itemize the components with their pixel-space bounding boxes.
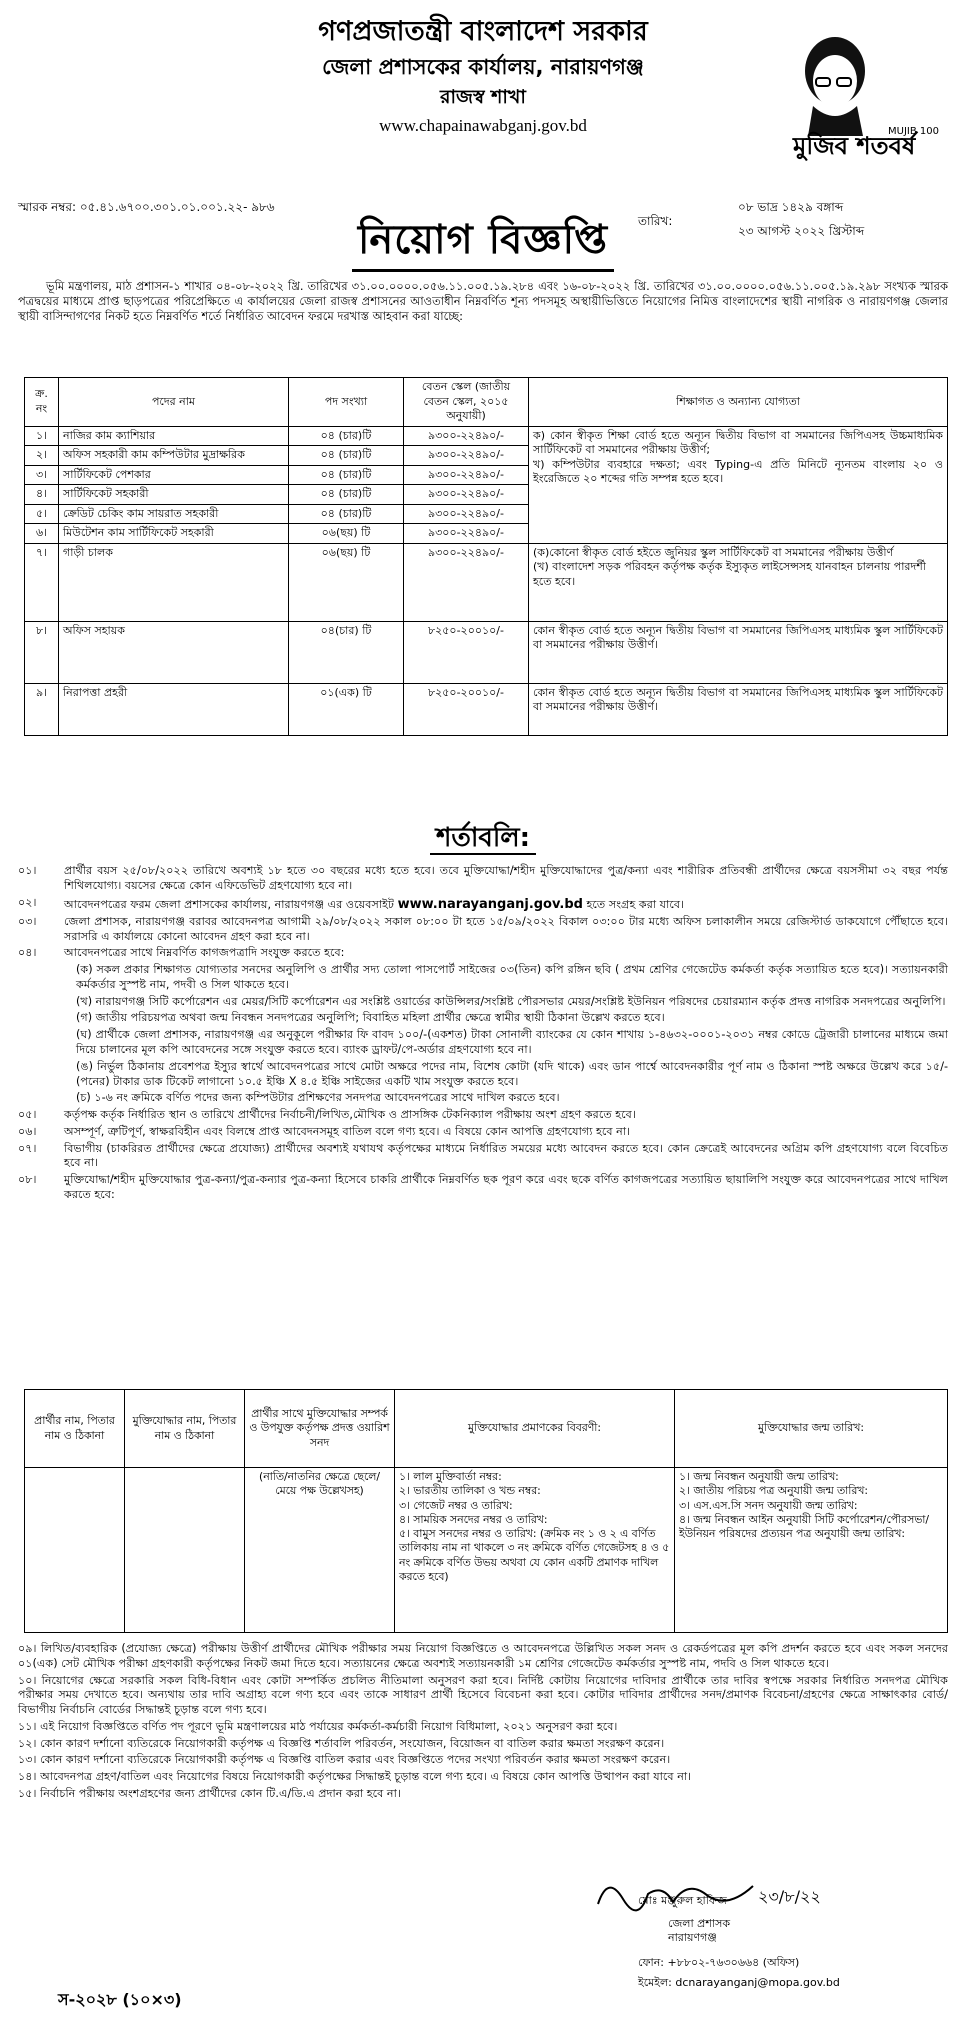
table-row: ৯। নিরাপত্তা প্রহরী ০১(এক) টি ৮২৫০-২০০১০/- কোন স্বীকৃত বোর্ড হতে অন্যূন দ্বিতীয় বিভাগ বা সমমানের জিপিএসহ মাধ্যমিক স্কুল সার্টিফিকেট বা সমমানের পরীক্ষায় উত্তীর্ণ। <box>25 683 948 735</box>
table-row: ৬। মিউটেশন কাম সার্টিফিকেট সহকারী ০৬(ছয়) টি ৯৩০০-২২৪৯০/- <box>25 524 948 544</box>
signatory-designation: জেলা প্রশাসক <box>668 1916 731 1930</box>
condition-item: ০৪। আবেদনপত্রের সাথে নিম্নবর্ণিত কাগজপত্রাদি সংযুক্ত করতে হবে: <box>18 946 345 960</box>
svg-text:MUJIB 100: MUJIB 100 <box>888 126 939 137</box>
table-row: ১। নাজির কাম ক্যাশিয়ার ০৪ (চার)টি ৯৩০০-২২৪৯০/- ক) কোন স্বীকৃত শিক্ষা বোর্ড হতে অন্যূন দ্বিতীয় বিভাগ বা সমমানের জিপিএসহ উচ্চমাধ্যমিক সার্টিফিকেট বা সমমানের পরীক্ষায় উত্তীর্ণ; খ) কম্পিউটার ব্যবহারে দক্ষতা; এবং Typing-এ প্রতি মিনিটে ন্যূনতম বাংলায় ২০ ও ইংরেজিতে ২০ শব্দের গতি সম্পন্ন হতে হবে। <box>25 426 948 446</box>
circular-page <box>18 14 948 2009</box>
qualification-7: (ক)কোনো স্বীকৃত বোর্ড হইতে জুনিয়র স্কুল সার্টিফিকেট বা সমমানের পরীক্ষায় উত্তীর্ণ (খ) বাংলাদেশ সড়ক পরিবহন কর্তৃপক্ষ কর্তৃক ইস্যুকৃত লাইসেন্সসহ যানবাহন চালনায় পারদর্শী হতে হবে। <box>529 543 948 621</box>
table-row: ৪। সার্টিফিকেট সহকারী ০৪ (চার)টি ৯৩০০-২২৪৯০/- <box>25 485 948 505</box>
qualification-9: কোন স্বীকৃত বোর্ড হতে অন্যূন দ্বিতীয় বিভাগ বা সমমানের জিপিএসহ মাধ্যমিক স্কুল সার্টিফিকেট বা সমমানের পরীক্ষায় উত্তীর্ণ। <box>529 683 948 735</box>
condition-sub-item: (ঙ) নির্ভুল ঠিকানায় প্রবেশপত্র ইস্যুর স্বার্থে আবেদনপত্রের সাথে মোটা অক্ষরে পদের নাম, বিশেষ কোটা (যদি থাকে) এবং ডান পার্শ্বে আবেদনকারীর পূর্ণ নাম ও ঠিকানা স্পষ্ট অক্ষরে উল্লেখ করে ১৫/-(পনের) টাকার ডাক টিকেট লাগানো ১০.৫ ইঞ্চি X ৪.৫ ইঞ্চি সাইজের একটি খাম সংযুক্ত করতে হবে। <box>76 1059 948 1088</box>
condition-item: ১৩। কোন কারণ দর্শানো ব্যতিরেকে নিয়োগকারী কর্তৃপক্ষ এ বিজ্ঞপ্তি বাতিল করার এবং বিজ্ঞপ্তিতে পদের সংখ্যা পরিবর্তন করার ক্ষমতা সংরক্ষণ করেন। <box>18 1753 671 1767</box>
condition-sub-item: (ঘ) প্রার্থীকে জেলা প্রশাসক, নারায়ণগঞ্জ এর অনুকূলে পরীক্ষার ফি বাবদ ১০০/-(একশত) টাকা সোনালী ব্যাংকের যে কোন শাখায় ১-৪৬৩২-০০০১-২০৩১ নম্বর কোডে ট্রেজারী চালানের মাধ্যমে জমা দিয়ে চালানের মূল কপি আবেদনের সঙ্গে সংযুক্ত করতে হবে। ব্যাংক ড্রাফট/পে-অর্ডার গ্রহণযোগ্য হবে না। <box>76 1028 948 1056</box>
condition-item: ১৪। আবেদনপত্র গ্রহণ/বাতিল এবং নিয়োগের বিষয়ে নিয়োগকারী কর্তৃপক্ষের সিদ্ধান্তই চূড়ান্ত বলে গণ্য হবে। এ বিষয়ে কোন আপত্তি উত্থাপন করা যাবে না। <box>18 1770 692 1784</box>
condition-item: ০৬। অসম্পূর্ণ, ত্রুটিপূর্ণ, স্বাক্ষরবিহীন এবং বিলম্বে প্রাপ্ত আবেদনসমূহ বাতিল বলে গণ্য হবে। এ বিষয়ে কোন আপত্তি গ্রহণযোগ্য হবে না। <box>18 1124 631 1138</box>
conditions-list <box>18 864 948 1205</box>
condition-sub-item: (চ) ১-৬ নং ক্রমিকে বর্ণিত পদের জন্য কম্পিউটার প্রশিক্ষণের সনদপত্র আবেদনপত্রের সাথে দাখিল করতে হবে। <box>76 1091 560 1105</box>
condition-item: ০৭। বিভাগীয় (চাকরিরত প্রার্থীদের ক্ষেত্রে প্রযোজ্য) প্রার্থীদের অবশ্যই যথাযথ কর্তৃপক্ষের মাধ্যমে নির্ধারিত সময়ের মধ্যে আবেদন করতে হবে। কোন ক্রেত্রেই আবেদনের অগ্রিম কপি গ্রহণযোগ্য বলে বিবেচিত হবে না। <box>18 1141 948 1170</box>
mujib-logo-icon <box>783 26 939 161</box>
relation-note: (নাতি/নাতনির ক্ষেত্রে ছেলে/মেয়ে পক্ষ উল্লেখসহ) <box>245 1468 395 1633</box>
dob-list: ১। জন্ম নিবন্ধন অনুযায়ী জন্ম তারিখ: ২। জাতীয় পরিচয় পত্র অনুযায়ী জন্ম তারিখ: ৩। এস.এস.সি সনদ অনুযায়ী জন্ম তারিখ: ৪। জন্ম নিবন্ধন আইন অনুযায়ী সিটি কর্পোরেশন/পৌরসভা/ইউনিয়ন পরিষদের প্রত্যয়ন পত্র অনুযায়ী জন্ম তারিখ: <box>675 1468 948 1633</box>
table-row <box>25 1468 948 1633</box>
memo-reference: স্মারক নম্বর: ০৫.৪১.৬৭০০.৩০১.০১.০০১.২২- ৯৮৬ <box>18 200 275 214</box>
signatory-place: নারায়ণগঞ্জ <box>668 1931 717 1945</box>
col-post-count: পদ সংখ্যা <box>289 378 404 427</box>
office-name: জেলা প্রশাসকের কার্যালয়, নারায়ণগঞ্জ <box>322 54 644 79</box>
condition-item: ১৫। নির্বাচনি পরীক্ষায় অংশগ্রহণের জন্য প্রার্থীদের কোন টি.এ/ডি.এ প্রদান করা হবে না। <box>18 1787 401 1801</box>
conditions-title: শর্তাবলি: <box>430 823 536 855</box>
condition-sub-item: (গ) জাতীয় পরিচয়পত্র অথবা জন্ম নিবন্ধন সনদপত্রের অনুলিপি; বিবাহিত মহিলা প্রার্থীর ক্ষেত্রে স্বামীর স্থায়ী ঠিকানা উল্লেখ করতে হবে। <box>76 1011 665 1025</box>
date-english: ২৩ আগস্ট ২০২২ খ্রিস্টাব্দ <box>738 224 865 238</box>
condition-item: ০১। প্রার্থীর বয়স ২৫/০৮/২০২২ তারিখে অবশ্যই ১৮ হতে ৩০ বছরের মধ্যে হতে হবে। তবে মুক্তিযোদ্ধা/শহীদ মুক্তিযোদ্ধাদের পুত্র/কন্যা এবং শারীরিক প্রতিবন্ধী প্রার্থীদের ক্ষেত্রে বয়সসীমা ৩২ বছর পর্যন্ত শিথিলযোগ্য। বয়সের ক্ষেত্রে কোন এফিডেভিট গ্রহণযোগ্য হবে না। <box>18 864 948 892</box>
table-row: ২। অফিস সহকারী কাম কম্পিউটার মুদ্রাক্ষরিক ০৪ (চার)টি ৯৩০০-২২৪৯০/- <box>25 446 948 466</box>
qualification-1-6: ক) কোন স্বীকৃত শিক্ষা বোর্ড হতে অন্যূন দ্বিতীয় বিভাগ বা সমমানের জিপিএসহ উচ্চমাধ্যমিক সার্টিফিকেট বা সমমানের পরীক্ষায় উত্তীর্ণ; খ) কম্পিউটার ব্যবহারে দক্ষতা; এবং Typing-এ প্রতি মিনিটে ন্যূনতম বাংলায় ২০ ও ইংরেজিতে ২০ শব্দের গতি সম্পন্ন হতে হবে। <box>529 426 948 543</box>
advertisement-code: স-২০২৮ (১০×৩) <box>58 1990 182 2009</box>
page-title: নিয়োগ বিজ্ঞপ্তি <box>352 214 614 272</box>
qualification-8: কোন স্বীকৃত বোর্ড হতে অন্যূন দ্বিতীয় বিভাগ বা সমমানের জিপিএসহ মাধ্যমিক স্কুল সার্টিফিকেট বা সমমানের পরীক্ষায় উত্তীর্ণ। <box>529 621 948 683</box>
letterhead <box>18 14 948 214</box>
condition-sub-item: (খ) নারায়ণগঞ্জ সিটি কর্পোরেশন এর মেয়র/সিটি কর্পোরেশন এর সংশ্লিষ্ট ওয়ার্ডের কাউন্সিলর/সংশ্লিষ্ট পৌরসভার মেয়র/সংশ্লিষ্ট ইউনিয়ন পরিষদের চেয়ারম্যান কর্তৃক প্রদত্ত নাগরিক সনদপত্রের অনুলিপি। <box>76 994 946 1008</box>
posts-table <box>24 377 948 736</box>
condition-item: ১১। এই নিয়োগ বিজ্ঞপ্তিতে বর্ণিত পদ পূরণে ভূমি মন্ত্রণালয়ের মাঠ পর্যায়ের কর্মকর্তা-কর্মচারী নিয়োগ বিধিমালা, ২০২১ অনুসরণ করা হবে। <box>18 1719 618 1733</box>
additional-conditions <box>18 1642 948 1804</box>
government-name: গণপ্রজাতন্ত্রী বাংলাদেশ সরকার <box>318 16 648 47</box>
table-row: ৩। সার্টিফিকেট পেশকার ০৪ (চার)টি ৯৩০০-২২৪৯০/- <box>25 465 948 485</box>
condition-item: ০৫। কর্তৃপক্ষ কর্তৃক নির্ধারিত স্থান ও তারিখে প্রার্থীদের নির্বাচনী/লিখিত,মৌখিক ও প্রাসঙ্গিক টেকনিক্যাল পরীক্ষায় অংশ গ্রহণ করতে হবে। <box>18 1108 636 1122</box>
table-row: ৭। গাড়ী চালক ০৬(ছয়) টি ৯৩০০-২২৪৯০/- (ক)কোনো স্বীকৃত বোর্ড হইতে জুনিয়র স্কুল সার্টিফিকেট বা সমমানের পরীক্ষায় উত্তীর্ণ (খ) বাংলাদেশ সড়ক পরিবহন কর্তৃপক্ষ কর্তৃক ইস্যুকৃত লাইসেন্সসহ যানবাহন চালনায় পারদর্শী হতে হবে। <box>25 543 948 621</box>
condition-item: ০২। আবেদনপত্রের ফরম জেলা প্রশাসকের কার্যালয়, নারায়ণগঞ্জ এর ওয়েবসাইট www.narayanganj.gov.bd হতে সংগ্রহ করা যাবে। <box>18 895 685 912</box>
svg-text:মুজিব শতবর্ষ: মুজিব শতবর্ষ <box>793 132 916 160</box>
condition-item: ১০। নিয়োগের ক্ষেত্রে সরকারি সকল বিধি-বিধান এবং কোটা সম্পর্কিত প্রচলিত নীতিমালা অনুসরণ করা হবে। নির্দিষ্ট কোটায় নিয়োগের দাবিদার প্রার্থীকে তার দাবির স্বপক্ষে সরকার নির্ধারিত সনদপত্র মৌখিক পরীক্ষার সময় দেখাতে হবে। অন্যথায় তার দাবি অগ্রাহ্য বলে গণ্য হবে এবং তাকে সাধারণ প্রার্থী হিসেবে বিবেচনা করা হবে। কোটার দাবিদার প্রার্থীদের সনদ/প্রমাণক বিবেচনা/গ্রহণের ক্ষেত্রে সাক্ষাৎকার বোর্ড/বিভাগীয় নির্বাচনি বোর্ডের সিদ্ধান্তই চূড়ান্ত বলে গণ্য হবে। <box>18 1673 948 1717</box>
col-pay-scale: বেতন স্কেল (জাতীয় বেতন স্কেল, ২০১৫ অনুযায়ী) <box>404 378 529 427</box>
condition-item: ১২। কোন কারণ দর্শানো ব্যতিরেকে নিয়োগকারী কর্তৃপক্ষ এ বিজ্ঞপ্তি শর্তাবলি পরিবর্তন, সংযোজন, বিয়োজন বা বাতিল করার ক্ষমতা সংরক্ষণ করেন। <box>18 1736 665 1750</box>
table-row: ৮। অফিস সহায়ক ০৪(চার) টি ৮২৫০-২০০১০/- কোন স্বীকৃত বোর্ড হতে অন্যূন দ্বিতীয় বিভাগ বা সমমানের জিপিএসহ মাধ্যমিক স্কুল সার্টিফিকেট বা সমমানের পরীক্ষায় উত্তীর্ণ। <box>25 621 948 683</box>
condition-item: ০৮। মুক্তিযোদ্ধা/শহীদ মুক্তিযোদ্ধার পুত্র-কন্যা/পুত্র-কন্যার পুত্র-কন্যা হিসেবে চাকরি প্রার্থীকে নিম্নবর্ণিত ছক পূরণ করে এবং ছকে বর্ণিত কাগজপত্রের সত্যায়িত ছায়ালিপি সংযুক্ত করে আবেদনপত্রের সাথে দাখিল করতে হবে: <box>18 1173 948 1201</box>
col-post-name: পদের নাম <box>59 378 289 427</box>
website[interactable]: www.chapainawabganj.gov.bd <box>379 116 587 136</box>
condition-item: ০৯। লিখিত/ব্যবহারিক (প্রযোজ্য ক্ষেত্রে) পরীক্ষায় উত্তীর্ণ প্রার্থীদের মৌখিক পরীক্ষার সময় নিয়োগ বিজ্ঞপ্তিতে ও আবেদনপত্রে উল্লিখিত সকল সনদ ও রেকর্ডপত্রের মূল কপি প্রদর্শন করতে হবে এবং সকল সনদের ০১(এক) সেট মৌখিক পরীক্ষা গ্রহণকারী কর্তৃপক্ষের নিকট জমা দিতে হবে। সত্যায়নের ক্ষেত্রে অবশ্যই সত্যায়নকারী ১ম শ্রেণির গেজেটেড কর্মকর্তার সুস্পষ্ট নাম, পদবি ও সিল থাকতে হবে। <box>18 1642 948 1670</box>
freedom-fighter-quota-table: প্রার্থীর নাম, পিতার নাম ও ঠিকানা মুক্তিযোদ্ধার নাম, পিতার নাম ও ঠিকানা প্রার্থীর সাথে মুক্তিযোদ্ধার সম্পর্ক ও উপযুক্ত কর্তৃপক্ষ প্রদত্ত ওয়ারিশ সনদ মুক্তিযোদ্ধার প্রমাণকের বিবরণী: মুক্তিযোদ্ধার জন্ম তারিখ: (নাতি/নাতনির ক্ষেত্রে ছেলে/মেয়ে পক্ষ উল্লেখসহ) ১। লাল মুক্তিবার্তা নম্বর: ২। ভারতীয় তালিকা ও খন্ড নম্বর: ৩। গেজেট নম্বর ও তারিখ: ৪। সাময়িক সনদের নম্বর ও তারিখ: ৫। বামুস সনদের নম্বর ও তারিখ: (ক্রমিক নং ১ ও ২ এ বর্ণিত তালিকায় নাম না থাকলে ৩ নং ক্রমিকে বর্ণিত গেজেটসহ ৪ ও ৫ নং ক্রমিকে বর্ণিত উভয় অথবা যে কোন একটি প্রমাণক দাখিল করতে হবে) ১। জন্ম নিবন্ধন অনুযায়ী জন্ম তারিখ: ২। জাতীয় পরিচয় পত্র অনুযায়ী জন্ম তারিখ: ৩। এস.এস.সি সনদ অনুযায়ী জন্ম তারিখ: ৪। জন্ম নিবন্ধন আইন অনুযায়ী সিটি কর্পোরেশন/পৌরসভা/ইউনিয়ন পরিষদের প্রত্যয়ন পত্র অনুযায়ী জন্ম তারিখ: <box>24 1389 948 1633</box>
intro-paragraph: ভূমি মন্ত্রণালয়, মাঠ প্রশাসন-১ শাখার ০৪-০৮-২০২২ খ্রি. তারিখের ৩১.০০.০০০০.০৫৬.১১.০০৫.১৯.২৮৪ এবং ১৬-০৮-২০২২ খ্রি. তারিখের ৩১.০০.০০০০.০৫৬.১১.০০৫.১৯.২৯৮ সংখ্যক স্মারক পত্রদ্বয়ের মাধ্যমে প্রাপ্ত ছাড়পত্রের পরিপ্রেক্ষিতে এ কার্যালয়ের জেলা রাজস্ব প্রশাসনের আওতাধীন নিম্নবর্ণিত শূন্য পদসমূহ অস্থায়ীভিত্তিতে নিয়োগের নিমিত্ত বাংলাদেশের স্থায়ী নাগরিক ও নারায়ণগঞ্জ জেলার স্থায়ী বাসিন্দাগণের নিকট হতে নিম্নবর্ণিত শর্তে নির্ধারিত আবেদন ফরমে দরখাস্ত আহবান করা যাচ্ছে: <box>18 279 948 324</box>
proof-list: ১। লাল মুক্তিবার্তা নম্বর: ২। ভারতীয় তালিকা ও খন্ড নম্বর: ৩। গেজেট নম্বর ও তারিখ: ৪। সাময়িক সনদের নম্বর ও তারিখ: ৫। বামুস সনদের নম্বর ও তারিখ: (ক্রমিক নং ১ ও ২ এ বর্ণিত তালিকায় নাম না থাকলে ৩ নং ক্রমিকে বর্ণিত গেজেটসহ ৪ ও ৫ নং ক্রমিকে বর্ণিত উভয় অথবা যে কোন একটি প্রমাণক দাখিল করতে হবে) <box>395 1468 675 1633</box>
signatory-name: মোঃ মঞ্জুরুল হাফিজ <box>638 1894 727 1907</box>
col-qualification: শিক্ষাগত ও অন্যান্য যোগ্যতা <box>529 378 948 427</box>
signatory-email[interactable]: ইমেইল: dcnarayanganj@mopa.gov.bd <box>638 1976 840 1990</box>
signature-block <box>598 1894 898 1991</box>
condition-item: ০৩। জেলা প্রশাসক, নারায়ণগঞ্জ বরাবর আবেদনপত্র আগামী ২৯/০৮/২০২২ সকাল ০৮:০০ টা হতে ১৫/০৯/২০২২ বিকাল ০৩:০০ টার মধ্যে অফিস চলাকালীন সময়ে রেজিস্টার্ড ডাকযোগে পৌঁছাতে হবে। সরাসরি এ কার্যালয়ে কোনো আবেদন গ্রহণ করা হবে না। <box>18 914 948 943</box>
table-row: ৫। ক্রেডিট চেকিং কাম সায়রাত সহকারী ০৪ (চার)টি ৯৩০০-২২৪৯০/- <box>25 504 948 524</box>
signatory-phone: ফোন: +৮৮০২-৭৬৩০৬৬৪ (অফিস) <box>638 1955 800 1969</box>
date-bangla: ০৮ ভাদ্র ১৪২৯ বঙ্গাব্দ <box>738 200 844 214</box>
application-form-link[interactable]: www.narayanganj.gov.bd <box>397 896 583 912</box>
col-serial: ক্র. নং <box>25 378 59 427</box>
branch-name: রাজস্ব শাখা <box>440 86 526 109</box>
condition-sub-item: (ক) সকল প্রকার শিক্ষাগত যোগ্যতার সনদের অনুলিপি ও প্রার্থীর সদ্য তোলা পাসপোর্ট সাইজের ০৩(তিন) কপি রঙ্গিন ছবি ( প্রথম শ্রেণির গেজেটেড কর্মকর্তা কর্তৃক সত্যায়িত হতে হবে)। সত্যায়নকারী কর্মকর্তার সুস্পষ্ট নাম, পদবী ও সিল থাকতে হবে। <box>76 963 948 991</box>
svg-text:২৩/৮/২২: ২৩/৮/২২ <box>758 1887 821 1906</box>
date-label: তারিখ: <box>638 214 673 228</box>
